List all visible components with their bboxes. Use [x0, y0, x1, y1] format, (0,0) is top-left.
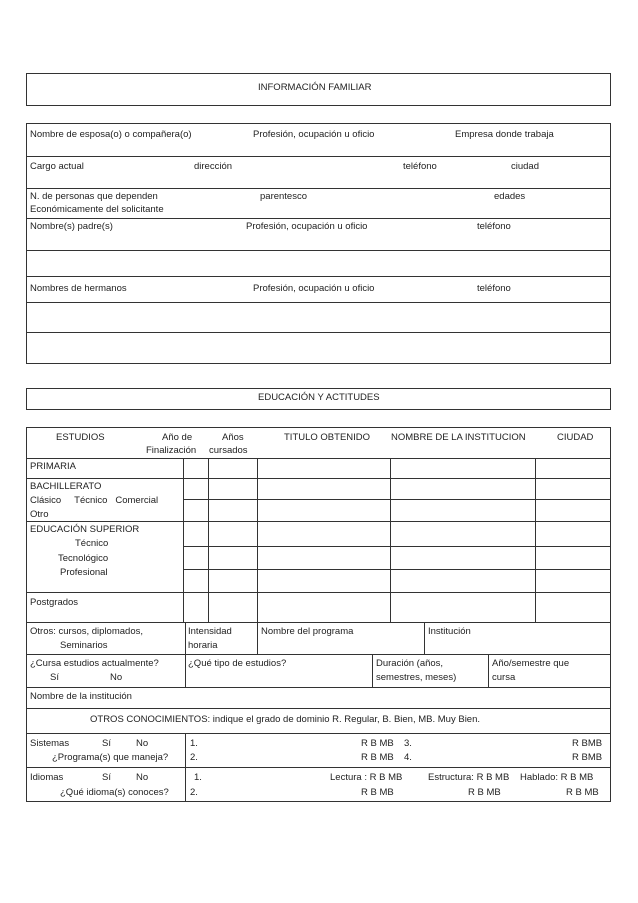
higher-tecnologico: Tecnológico [58, 553, 109, 564]
program-3-number: 3. [404, 738, 412, 749]
study-type-label: ¿Qué tipo de estudios? [188, 658, 287, 669]
intensity-label-2: horaria [188, 640, 218, 651]
program-3-rating: R BMB [572, 738, 603, 749]
program-4-number: 4. [404, 752, 412, 763]
studying-yes: Sí [50, 672, 59, 683]
edu-row-line [26, 687, 611, 688]
col-years-header-1: Años [222, 432, 244, 443]
languages-label: Idiomas [30, 772, 64, 783]
structure-rating-2: R B MB [468, 787, 501, 798]
institution-label: Institución [428, 626, 471, 637]
edu-row-line [183, 499, 611, 500]
current-position-label: Cargo actual [30, 161, 84, 172]
parents-label: Nombre(s) padre(s) [30, 221, 113, 232]
edu-row-line [26, 733, 611, 734]
structure-rating: Estructura: R B MB [428, 772, 510, 783]
familiar-row-line [26, 276, 611, 277]
program-1-number: 1. [190, 738, 198, 749]
phone-label: teléfono [403, 161, 437, 172]
edu-row-line [26, 458, 611, 459]
program-1-rating: R B MB [361, 738, 394, 749]
others-col-line [257, 622, 258, 654]
spoken-rating-2: R B MB [566, 787, 599, 798]
edu-col-line [257, 458, 258, 622]
others-label-2: Seminarios [60, 640, 108, 651]
intensity-label-1: Intensidad [188, 626, 232, 637]
col-year-header-1: Año de [162, 432, 193, 443]
language-2-number: 2. [190, 787, 198, 798]
edu-row-line [183, 546, 611, 547]
program-4-rating: R BMB [572, 752, 603, 763]
edu-row-line [26, 708, 611, 709]
parents-phone-label: teléfono [477, 221, 511, 232]
ages-label: edades [494, 191, 526, 202]
higher-profesional: Profesional [60, 567, 108, 578]
reading-rating: Lectura : R B MB [330, 772, 403, 783]
siblings-label: Nombres de hermanos [30, 283, 127, 294]
familiar-table [26, 123, 611, 364]
languages-question: ¿Qué idioma(s) conoces? [60, 787, 169, 798]
systems-label: Sistemas [30, 738, 70, 749]
edu-col-line [183, 458, 184, 622]
bachillerato-options: Clásico Técnico Comercial [30, 495, 159, 506]
edu-col-line [390, 458, 391, 622]
year-semester-label-1: Año/semestre que [492, 658, 570, 669]
familiar-title: INFORMACIÓN FAMILIAR [258, 82, 372, 93]
spouse-profession-label: Profesión, ocupación u oficio [253, 129, 375, 140]
spoken-rating: Hablado: R B MB [520, 772, 594, 783]
siblings-phone-label: teléfono [477, 283, 511, 294]
studying-col-line [372, 654, 373, 687]
languages-no: No [136, 772, 149, 783]
others-label-1: Otros: cursos, diplomados, [30, 626, 143, 637]
city-label: ciudad [511, 161, 539, 172]
col-year-header-2: Finalización [146, 445, 197, 456]
program-name-label: Nombre del programa [261, 626, 354, 637]
address-label: dirección [194, 161, 233, 172]
familiar-row-line [26, 302, 611, 303]
col-years-header-2: cursados [209, 445, 248, 456]
edu-col-line [208, 458, 209, 622]
spouse-name-label: Nombre de esposa(o) o compañera(o) [30, 129, 192, 140]
kinship-label: parentesco [260, 191, 308, 202]
education-table [26, 427, 611, 802]
col-city-header: CIUDAD [557, 432, 594, 443]
familiar-row-line [26, 218, 611, 219]
higher-education-label: EDUCACIÓN SUPERIOR [30, 524, 140, 535]
edu-row-line [26, 622, 611, 623]
edu-row-line [26, 767, 611, 768]
language-1-number: 1. [194, 772, 202, 783]
year-semester-label-2: cursa [492, 672, 516, 683]
col-institution-header: NOMBRE DE LA INSTITUCION [391, 432, 526, 443]
program-2-number: 2. [190, 752, 198, 763]
spouse-company-label: Empresa donde trabaja [455, 129, 554, 140]
familiar-row-line [26, 188, 611, 189]
edu-row-line [26, 521, 611, 522]
edu-row-line [183, 569, 611, 570]
systems-yes: Sí [102, 738, 111, 749]
studying-col-line [488, 654, 489, 687]
studying-no: No [110, 672, 123, 683]
dependents-label-line1: N. de personas que dependen [30, 191, 158, 202]
systems-no: No [136, 738, 149, 749]
studying-question: ¿Cursa estudios actualmente? [30, 658, 159, 669]
familiar-row-line [26, 250, 611, 251]
studying-col-line [185, 654, 186, 687]
bachillerato-other: Otro [30, 509, 49, 520]
primary-label: PRIMARIA [30, 461, 76, 472]
institution-name-label: Nombre de la institución [30, 691, 132, 702]
knowledge-title: OTROS CONOCIMIENTOS: indique el grado de dominio R. Regular, B. Bien, MB. Muy Bien. [90, 714, 481, 725]
bachillerato-label: BACHILLERATO [30, 481, 102, 492]
siblings-profession-label: Profesión, ocupación u oficio [253, 283, 375, 294]
edu-row-line [26, 592, 611, 593]
edu-row-line [26, 478, 611, 479]
col-title-header: TITULO OBTENIDO [284, 432, 371, 443]
higher-tecnico: Técnico [75, 538, 109, 549]
col-studies-header: ESTUDIOS [56, 432, 105, 443]
systems-col-line [185, 733, 186, 802]
duration-label-1: Duración (años, [376, 658, 444, 669]
edu-row-line [26, 654, 611, 655]
familiar-row-line [26, 156, 611, 157]
parents-profession-label: Profesión, ocupación u oficio [246, 221, 368, 232]
languages-yes: Sí [102, 772, 111, 783]
edu-col-line [535, 458, 536, 622]
familiar-row-line [26, 332, 611, 333]
program-2-rating: R B MB [361, 752, 394, 763]
duration-label-2: semestres, meses) [376, 672, 457, 683]
dependents-label-line2: Económicamente del solicitante [30, 204, 164, 215]
systems-question: ¿Programa(s) que maneja? [52, 752, 169, 763]
postgrad-label: Postgrados [30, 597, 79, 608]
others-col-line [185, 622, 186, 654]
reading-rating-2: R B MB [361, 787, 394, 798]
education-title: EDUCACIÓN Y ACTITUDES [258, 392, 380, 403]
others-col-line [424, 622, 425, 654]
